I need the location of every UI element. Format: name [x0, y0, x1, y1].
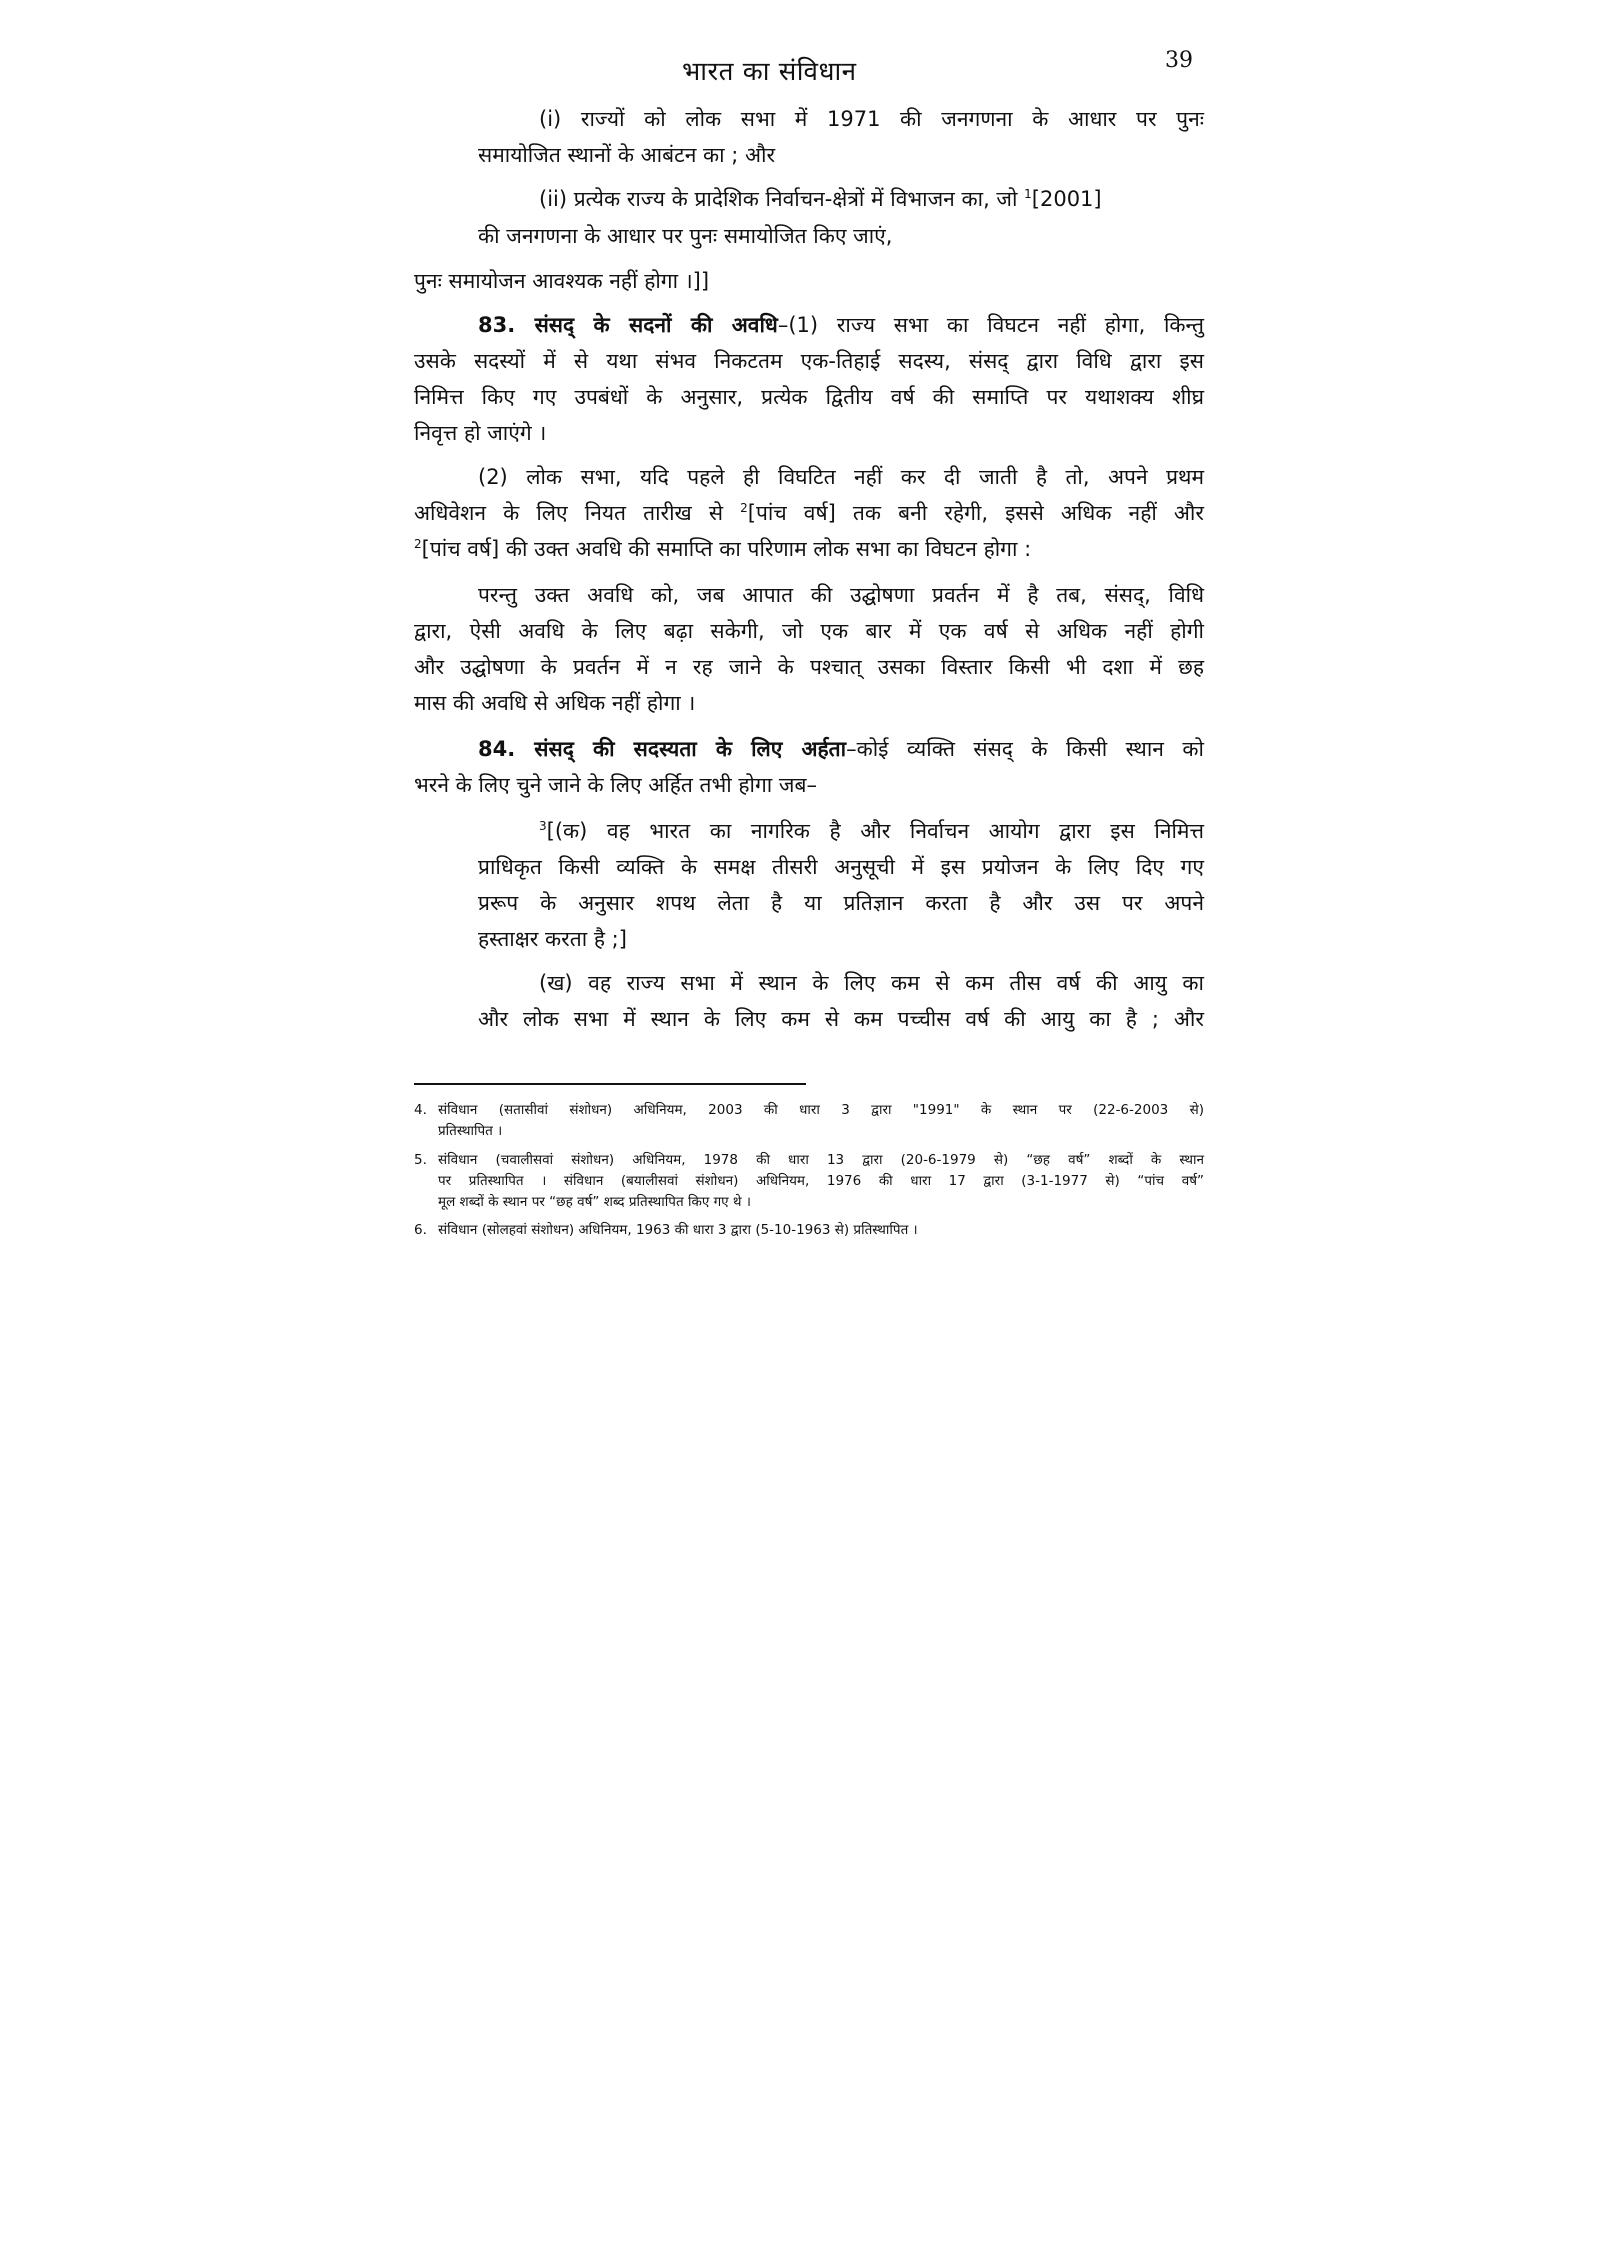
footnote-4-line-2: प्रतिस्थापित । [438, 1123, 503, 1139]
proviso-line-2: द्वारा, ऐसी अवधि के लिए बढ़ा सकेगी, जो एक बार में एक वर्ष से अधिक नहीं होगी [414, 619, 1204, 643]
proviso-line-4: मास की अवधि से अधिक नहीं होगा । [414, 691, 696, 715]
clause-kha-line-2: और लोक सभा में स्थान के लिए कम से कम पच्चीस वर्ष की आयु का है ; और [478, 1007, 1204, 1031]
page-title: भारत का संविधान [682, 57, 857, 87]
footnote-ref: 2 [740, 501, 748, 515]
footnote-6-number: 6. [414, 1222, 427, 1238]
article-84-line-2: भरने के लिए चुने जाने के लिए अर्हित तभी होगा जब– [414, 773, 817, 797]
proviso-line-1: परन्तु उक्त अवधि को, जब आपात की उद्घोषणा प्रवर्तन में है तब, संसद्, विधि [478, 583, 1204, 607]
clause-ka-line-2: प्राधिकृत किसी व्यक्ति के समक्ष तीसरी अनुसूची में इस प्रयोजन के लिए दिए गए [478, 855, 1204, 879]
article-83-line-2: उसके सदस्यों में से यथा संभव निकटतम एक-तिहाई सदस्य, संसद् द्वारा विधि द्वारा इस [414, 349, 1204, 373]
footnote-6-line-1: संविधान (सोलहवां संशोधन) अधिनियम, 1963 की धारा 3 द्वारा (5-10-1963 से) प्रतिस्थापित । [438, 1222, 918, 1238]
article-83-heading: 83. संसद् के सदनों की अवधि [478, 313, 778, 337]
article-84-line-1: 84. संसद् की सदस्यता के लिए अर्हता–कोई व्यक्ति संसद् के किसी स्थान को [478, 737, 1204, 761]
footnote-ref: 1 [1024, 187, 1032, 201]
proviso-line-3: और उद्घोषणा के प्रवर्तन में न रह जाने के पश्चात् उसका विस्तार किसी भी दशा में छह [414, 655, 1204, 679]
footnote-5-line-3: मूल शब्दों के स्थान पर “छह वर्ष” शब्द प्रतिस्थापित किए गए थे । [438, 1194, 751, 1210]
clause-2-line-1: (2) लोक सभा, यदि पहले ही विघटित नहीं कर दी जाती है तो, अपने प्रथम [478, 465, 1204, 489]
closing-line: पुनः समायोजन आवश्यक नहीं होगा ।]] [414, 269, 710, 293]
clause-2-line-3: $^2$[पांच वर्ष] की उक्त अवधि की समाप्ति का परिणाम लोक सभा का विघटन होगा : [414, 537, 1032, 561]
clause-i-line-2: समायोजित स्थानों के आबंटन का ; और [478, 143, 776, 167]
clause-ii-line-1: (ii) प्रत्येक राज्य के प्रादेशिक निर्वाचन-क्षेत्रों में विभाजन का, जो $^1$[2001] [539, 187, 1102, 211]
article-83-line-3: निमित्त किए गए उपबंधों के अनुसार, प्रत्येक द्वितीय वर्ष की समाप्ति पर यथाशक्य शीघ्र [414, 385, 1204, 409]
article-83-line-1: 83. संसद् के सदनों की अवधि–(1) राज्य सभा का विघटन नहीं होगा, किन्तु [478, 313, 1204, 337]
footnote-5-line-1: संविधान (चवालीसवां संशोधन) अधिनियम, 1978 की धारा 13 द्वारा (20-6-1979 से) “छह वर्ष” शब्दों के स्थान [438, 1152, 1204, 1168]
clause-kha-line-1: (ख) वह राज्य सभा में स्थान के लिए कम से कम तीस वर्ष की आयु का [539, 971, 1204, 995]
clause-ka-line-3: प्ररूप के अनुसार शपथ लेता है या प्रतिज्ञान करता है और उस पर अपने [478, 891, 1204, 915]
footnote-4-line-1: संविधान (सतासीवां संशोधन) अधिनियम, 2003 की धारा 3 द्वारा "1991" के स्थान पर (22-6-2003 से) [438, 1102, 1204, 1118]
clause-2-line-2: अधिवेशन के लिए नियत तारीख से $^2$[पांच वर्ष] तक बनी रहेगी, इससे अधिक नहीं और [414, 501, 1204, 525]
page-number: 39 [1165, 48, 1193, 73]
footnote-ref: 2 [414, 537, 422, 551]
footnote-separator [414, 1083, 806, 1085]
clause-ii-line-2: की जनगणना के आधार पर पुनः समायोजित किए जाएं, [478, 224, 893, 248]
clause-ka-line-1: $^3$[(क) वह भारत का नागरिक है और निर्वाचन आयोग द्वारा इस निमित्त [539, 819, 1204, 843]
footnote-5-number: 5. [414, 1152, 427, 1168]
footnote-ref: 3 [539, 819, 547, 833]
article-84-heading: 84. संसद् की सदस्यता के लिए अर्हता [478, 737, 847, 761]
clause-i-line-1: (i) राज्यों को लोक सभा में 1971 की जनगणना के आधार पर पुनः [539, 107, 1204, 131]
footnote-4-number: 4. [414, 1102, 427, 1118]
article-83-line-4: निवृत्त हो जाएंगे । [414, 421, 547, 445]
footnote-5-line-2: पर प्रतिस्थापित । संविधान (बयालीसवां संशोधन) अधिनियम, 1976 की धारा 17 द्वारा (3-1-1977 से) “पांच वर्ष” [438, 1173, 1204, 1189]
clause-ka-line-4: हस्ताक्षर करता है ;] [478, 927, 627, 951]
